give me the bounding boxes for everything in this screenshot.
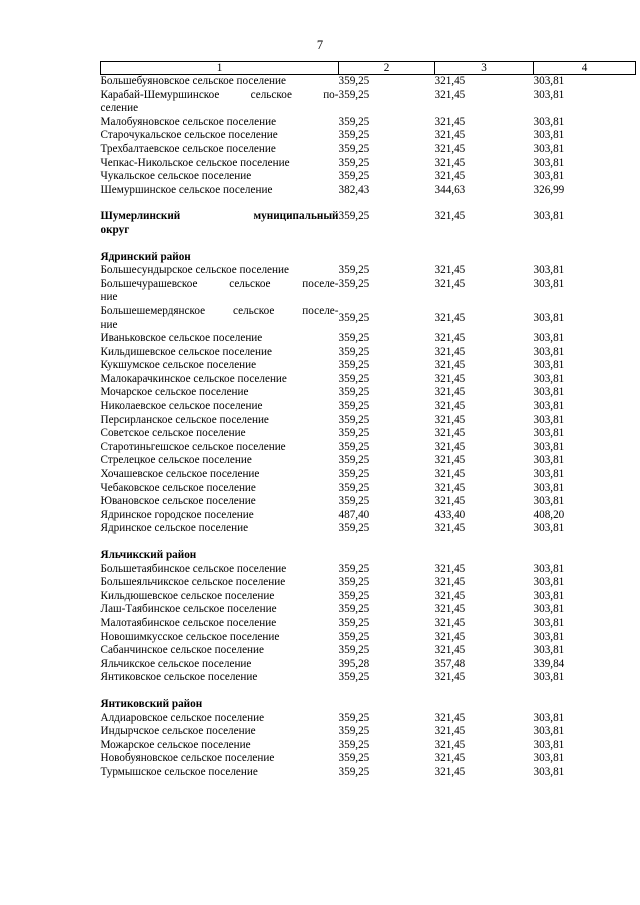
value-col4: 303,81: [533, 468, 565, 481]
settlement-name: Старотиньгешское сельское поселение: [100, 440, 286, 453]
district-heading-text: Янтиковский район: [100, 697, 203, 710]
table-row: [101, 346, 636, 360]
value-col4: 303,81: [533, 264, 565, 277]
value-col2: 359,25: [338, 562, 370, 575]
value-col2: 359,25: [338, 372, 370, 385]
table-row: [101, 264, 636, 278]
column-header: 2: [339, 62, 435, 75]
value-col3: 321,45: [434, 671, 466, 684]
value-col2: 359,25: [338, 345, 370, 358]
table-row: [101, 414, 636, 428]
value-col4: 303,81: [533, 562, 565, 575]
value-col4: 303,81: [533, 400, 565, 413]
settlement-name: Сабанчинское сельское поселение: [100, 644, 264, 657]
value-col2: 359,25: [338, 170, 370, 183]
value-col2: 359,25: [338, 725, 370, 738]
value-col2: 359,25: [338, 738, 370, 751]
settlement-name: Трехбалтаевское сельское поселение: [100, 142, 276, 155]
value-col3: 321,45: [434, 589, 466, 602]
value-col3: 321,45: [434, 630, 466, 643]
settlement-name: Малокарачкинское сельское поселение: [100, 372, 287, 385]
settlement-name: Ядринское городское поселение: [100, 508, 254, 521]
value-col3: 321,45: [434, 495, 466, 508]
value-col3: 321,45: [434, 725, 466, 738]
table-row: [101, 509, 636, 523]
value-col2: 359,25: [338, 75, 370, 87]
settlement-name: Турмышское сельское поселение: [100, 765, 258, 778]
table-row: [101, 359, 636, 373]
table-row: [101, 563, 636, 577]
value-col4: 303,81: [533, 454, 565, 467]
value-col3: 321,45: [434, 481, 466, 494]
settlement-name: Николаевское сельское поселение: [100, 400, 263, 413]
value-col4: 303,81: [533, 210, 565, 223]
value-col2: 359,25: [338, 765, 370, 778]
table-row: [101, 752, 636, 766]
district-name-line: округ: [100, 223, 130, 236]
value-col2: 359,25: [338, 359, 370, 372]
settlement-name: Лаш-Таябинское сельское поселение: [100, 603, 277, 616]
value-col2: 359,25: [338, 115, 370, 128]
table-row: [101, 332, 636, 346]
value-col4: 303,81: [533, 142, 565, 155]
spacer-row: [101, 536, 636, 549]
value-col4: 303,81: [533, 332, 565, 345]
value-col3: 321,45: [434, 115, 466, 128]
table-row: [101, 400, 636, 414]
value-col3: 321,45: [434, 170, 466, 183]
value-col3: 321,45: [434, 210, 466, 223]
value-col2: 359,25: [338, 752, 370, 765]
value-col4: 303,81: [533, 170, 565, 183]
value-col4: 303,81: [533, 495, 565, 508]
table-row: [101, 576, 636, 590]
value-col4: 303,81: [533, 88, 565, 101]
value-col3: 357,48: [434, 657, 466, 670]
value-col4: 303,81: [533, 711, 565, 724]
settlement-name: Чебаковское сельское поселение: [100, 481, 256, 494]
value-col2: 359,25: [338, 522, 370, 535]
value-col4: 303,81: [533, 386, 565, 399]
value-col2: 359,25: [338, 495, 370, 508]
value-col4: 303,81: [533, 413, 565, 426]
value-col3: 321,45: [434, 372, 466, 385]
tariff-table: [100, 61, 636, 780]
settlement-name: Кильдишевское сельское поселение: [100, 345, 272, 358]
value-col4: 303,81: [533, 345, 565, 358]
table-header-row: [101, 62, 636, 75]
value-col2: 359,25: [338, 386, 370, 399]
district-heading: [101, 251, 636, 265]
settlement-name: Большетаябинское сельское поселение: [100, 562, 287, 575]
settlement-name: Ювановское сельское поселение: [100, 495, 256, 508]
settlement-name: Шемуршинское сельское поселение: [100, 183, 273, 196]
value-col2: 359,25: [338, 468, 370, 481]
value-col2: 359,25: [338, 264, 370, 277]
table-row: [101, 522, 636, 536]
value-col4: 303,81: [533, 311, 565, 324]
column-header: 1: [101, 62, 339, 75]
settlement-name: Яльчикское сельское поселение: [100, 657, 252, 670]
settlement-name: [101, 89, 339, 116]
district-name-line: Шумерлинский муниципальный: [100, 210, 339, 223]
value-col3: 321,45: [434, 616, 466, 629]
value-col3: 321,45: [434, 522, 466, 535]
value-col2: 359,25: [338, 88, 370, 101]
table-row: [101, 712, 636, 726]
value-col4: 303,81: [533, 738, 565, 751]
value-col2: 359,25: [338, 644, 370, 657]
table-row: [101, 590, 636, 604]
value-col4: 303,81: [533, 725, 565, 738]
settlement-name: Стрелецкое сельское поселение: [100, 454, 252, 467]
value-col4: 303,81: [533, 359, 565, 372]
settlement-name: Советское сельское поселение: [100, 427, 246, 440]
district-heading-text: Яльчикский район: [100, 549, 197, 561]
settlement-name: Персирланское сельское поселение: [100, 413, 269, 426]
value-col3: 321,45: [434, 468, 466, 481]
value-col3: 321,45: [434, 277, 466, 290]
value-col3: 321,45: [434, 427, 466, 440]
spacer-row: [101, 238, 636, 251]
settlement-name: Новошимкусское сельское поселение: [100, 630, 280, 643]
value-col4: 303,81: [533, 522, 565, 535]
value-col2: 359,25: [338, 630, 370, 643]
value-col3: 321,45: [434, 129, 466, 142]
value-col3: 321,45: [434, 142, 466, 155]
table-row: [101, 766, 636, 780]
table-row: [101, 129, 636, 143]
value-col3: 321,45: [434, 359, 466, 372]
value-col4: 303,81: [533, 75, 565, 87]
value-col2: 487,40: [338, 508, 370, 521]
value-col4: 303,81: [533, 752, 565, 765]
value-col2: 359,25: [338, 413, 370, 426]
district-name: [101, 210, 339, 237]
settlement-name: Алдиаровское сельское поселение: [100, 711, 265, 724]
value-col3: 321,45: [434, 75, 466, 87]
value-col3: 321,45: [434, 345, 466, 358]
value-col4: 303,81: [533, 616, 565, 629]
value-col4: 303,81: [533, 765, 565, 778]
value-col4: 303,81: [533, 481, 565, 494]
table-row: [101, 75, 636, 89]
settlement-name: Ядринское сельское поселение: [100, 522, 249, 535]
spacer-row: [101, 685, 636, 698]
value-col2: 359,25: [338, 616, 370, 629]
table-row: [101, 170, 636, 184]
table-row: [101, 631, 636, 645]
table-row: [101, 427, 636, 441]
value-col4: 326,99: [533, 183, 565, 196]
value-col4: 303,81: [533, 589, 565, 602]
value-col4: 303,81: [533, 440, 565, 453]
value-col3: 321,45: [434, 752, 466, 765]
value-col3: 321,45: [434, 413, 466, 426]
table-row: [101, 468, 636, 482]
settlement-name: Большебуяновское сельское поселение: [100, 75, 286, 87]
settlement-name: [101, 305, 339, 332]
page-number: 7: [316, 38, 324, 52]
value-col2: 359,25: [338, 400, 370, 413]
table-row: [101, 644, 636, 658]
table-row: [101, 617, 636, 631]
district-heading: [101, 698, 636, 712]
value-col4: 303,81: [533, 576, 565, 589]
table-row: [101, 184, 636, 198]
value-col4: 303,81: [533, 630, 565, 643]
table-row: [101, 495, 636, 509]
settlement-name: Можарское сельское поселение: [100, 738, 251, 751]
settlement-name: Малобуяновское сельское поселение: [100, 115, 277, 128]
value-col3: 321,45: [434, 386, 466, 399]
value-col3: 321,45: [434, 88, 466, 101]
settlement-name: Иваньковское сельское поселение: [100, 332, 263, 345]
settlement-name: [101, 278, 339, 305]
value-col3: 321,45: [434, 711, 466, 724]
value-col4: 303,81: [533, 427, 565, 440]
value-col3: 321,45: [434, 603, 466, 616]
value-col2: 359,25: [338, 311, 370, 324]
value-col3: 321,45: [434, 738, 466, 751]
settlement-name-line: ние: [100, 318, 118, 331]
district-heading: [101, 549, 636, 563]
value-col2: 359,25: [338, 142, 370, 155]
value-col2: 359,25: [338, 711, 370, 724]
district-heading-text: Ядринский район: [100, 250, 191, 263]
value-col4: 408,20: [533, 508, 565, 521]
table-row: [101, 278, 636, 305]
settlement-name: Новобуяновское сельское поселение: [100, 752, 275, 765]
value-col2: 359,25: [338, 156, 370, 169]
settlement-name: Янтиковское сельское поселение: [100, 671, 258, 684]
table-row: [101, 482, 636, 496]
value-col2: 359,25: [338, 671, 370, 684]
column-header: 4: [534, 62, 636, 75]
value-col3: 321,45: [434, 562, 466, 575]
table-row: [101, 305, 636, 332]
column-header: 3: [435, 62, 534, 75]
settlement-name: Чепкас-Никольское сельское поселение: [100, 156, 290, 169]
value-col2: 359,25: [338, 277, 370, 290]
table-row: [101, 658, 636, 672]
value-col3: 321,45: [434, 332, 466, 345]
table-row: [101, 454, 636, 468]
settlement-name-line: Большешемердянское сельское поселе-: [100, 304, 339, 317]
value-col4: 303,81: [533, 372, 565, 385]
table-row: [101, 157, 636, 171]
table-row-district-total: [101, 210, 636, 237]
value-col2: 359,25: [338, 440, 370, 453]
table-row: [101, 441, 636, 455]
table-row: [101, 386, 636, 400]
value-col3: 433,40: [434, 508, 466, 521]
settlement-name: Индырчское сельское поселение: [100, 725, 256, 738]
value-col2: 395,28: [338, 657, 370, 670]
value-col3: 321,45: [434, 440, 466, 453]
value-col4: 303,81: [533, 156, 565, 169]
table-row: [101, 373, 636, 387]
table-row: [101, 89, 636, 116]
value-col2: 359,25: [338, 210, 370, 223]
value-col2: 359,25: [338, 129, 370, 142]
value-col4: 303,81: [533, 603, 565, 616]
settlement-name: Хочашевское сельское поселение: [100, 468, 260, 481]
value-col2: 359,25: [338, 481, 370, 494]
value-col2: 359,25: [338, 576, 370, 589]
value-col4: 303,81: [533, 277, 565, 290]
value-col3: 321,45: [434, 576, 466, 589]
settlement-name-line: ние: [100, 291, 118, 304]
table-row: [101, 739, 636, 753]
value-col3: 321,45: [434, 454, 466, 467]
value-col3: 321,45: [434, 311, 466, 324]
settlement-name: Кильдюшевское сельское поселение: [100, 589, 275, 602]
value-col3: 321,45: [434, 264, 466, 277]
table-row: [101, 671, 636, 685]
settlement-name: Старочукальское сельское поселение: [100, 129, 278, 142]
value-col2: 359,25: [338, 332, 370, 345]
settlement-name-line: селение: [100, 102, 139, 115]
value-col4: 303,81: [533, 671, 565, 684]
settlement-name: Большеяльчикское сельское поселение: [100, 576, 286, 589]
value-col4: 339,84: [533, 657, 565, 670]
value-col4: 303,81: [533, 129, 565, 142]
value-col2: 359,25: [338, 427, 370, 440]
settlement-name-line: Карабай-Шемуршинское сельское по-: [100, 88, 339, 101]
settlement-name-line: Большечурашевское сельское поселе-: [100, 277, 339, 290]
settlement-name: Кукшумское сельское поселение: [100, 359, 257, 372]
value-col2: 359,25: [338, 589, 370, 602]
value-col2: 359,25: [338, 603, 370, 616]
value-col3: 321,45: [434, 644, 466, 657]
table-row: [101, 116, 636, 130]
value-col4: 303,81: [533, 115, 565, 128]
value-col2: 382,43: [338, 183, 370, 196]
settlement-name: Чукальское сельское поселение: [100, 170, 252, 183]
settlement-name: Мочарское сельское поселение: [100, 386, 249, 399]
value-col3: 321,45: [434, 765, 466, 778]
settlement-name: Большесундырское сельское поселение: [100, 264, 289, 277]
table-row: [101, 143, 636, 157]
value-col3: 321,45: [434, 400, 466, 413]
settlement-name: Малотаябинское сельское поселение: [100, 616, 277, 629]
table-row: [101, 725, 636, 739]
spacer-row: [101, 197, 636, 210]
value-col3: 321,45: [434, 156, 466, 169]
value-col3: 344,63: [434, 183, 466, 196]
value-col2: 359,25: [338, 454, 370, 467]
value-col4: 303,81: [533, 644, 565, 657]
table-row: [101, 603, 636, 617]
